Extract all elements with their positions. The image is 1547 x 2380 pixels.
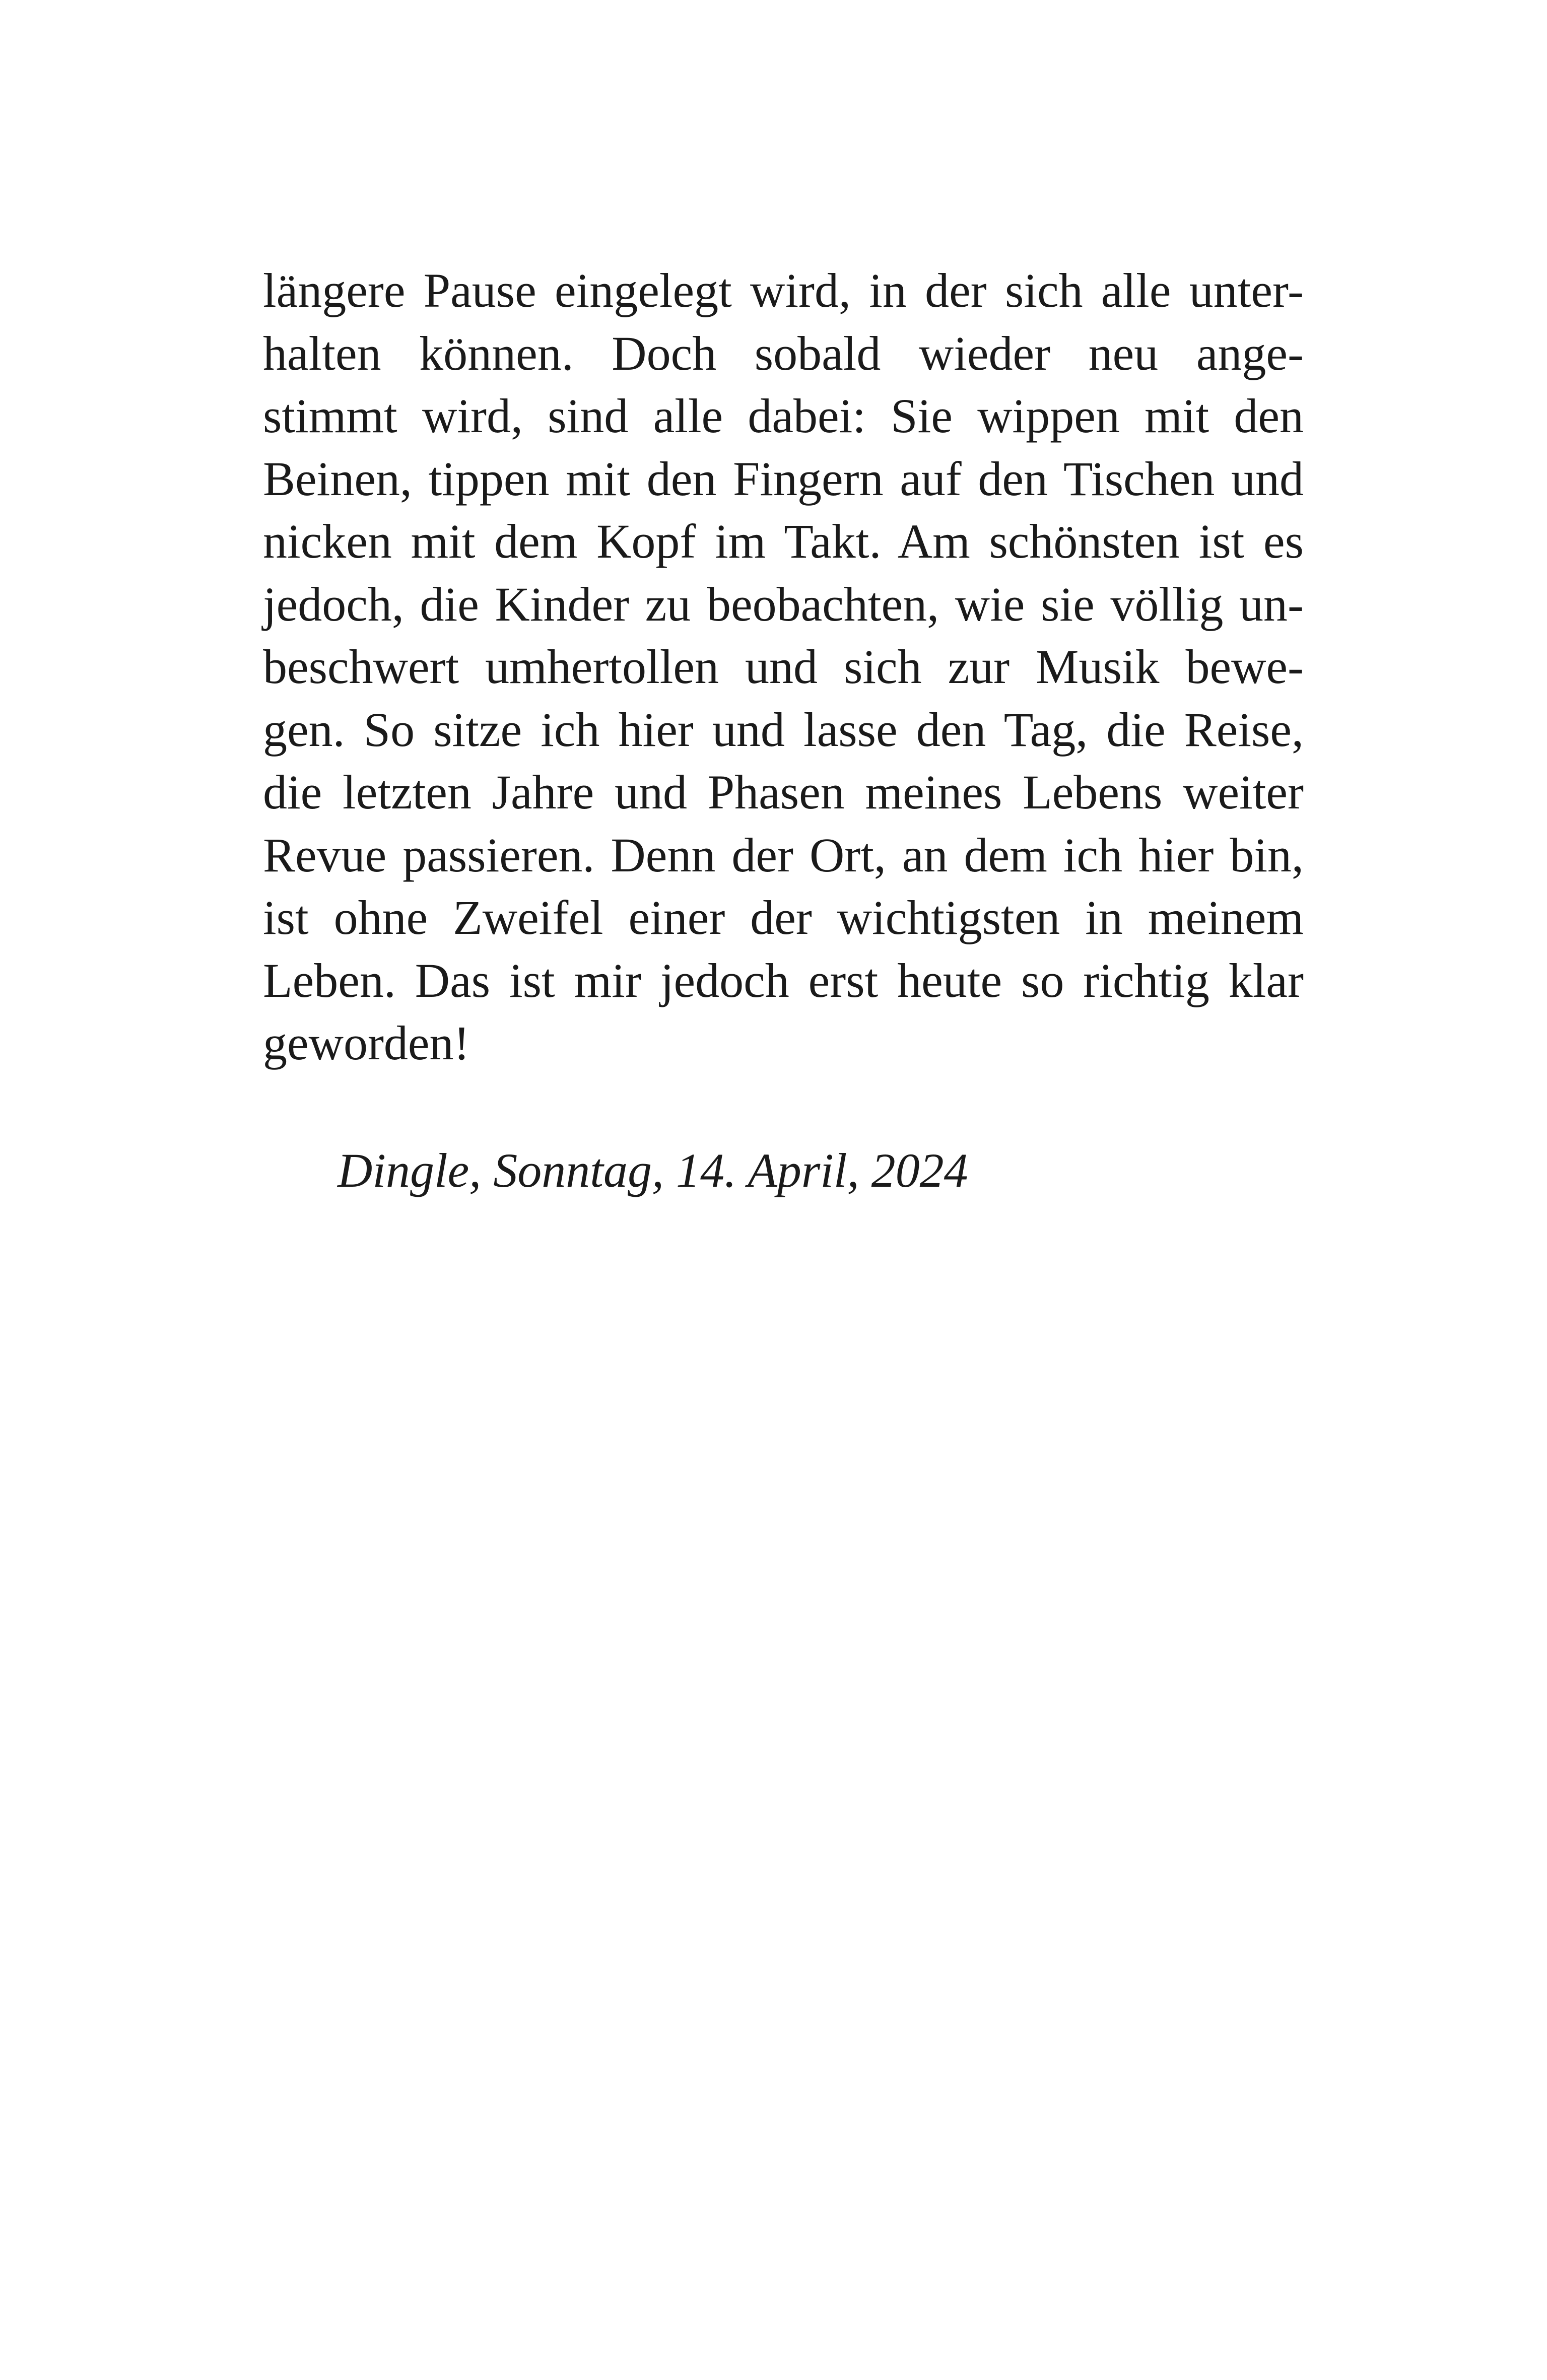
- text-line: ist ohne Zweifel einer der wichtigsten in meinem: [263, 891, 1304, 944]
- text-line: Revue passieren. Denn der Ort, an dem ich hier bin,: [263, 828, 1304, 882]
- text-line: Leben. Das ist mir jedoch erst heute so richtig klar: [263, 953, 1304, 1007]
- text-line: nicken mit dem Kopf im Takt. Am schönsten ist es: [263, 514, 1304, 568]
- dateline: Dingle, Sonntag, 14. April, 2024: [338, 1143, 968, 1197]
- text-line: jedoch, die Kinder zu beobachten, wie sie völlig un-: [263, 577, 1304, 631]
- text-line: gen. So sitze ich hier und lasse den Tag, die Reise,: [263, 702, 1304, 757]
- body-paragraph: [263, 259, 1304, 1075]
- text-line: halten können. Doch sobald wieder neu ange-: [263, 326, 1304, 380]
- text-line: stimmt wird, sind alle dabei: Sie wippen mit den: [263, 389, 1304, 443]
- text-line: längere Pause eingelegt wird, in der sich alle unter-: [263, 263, 1304, 317]
- text-line: geworden!: [263, 1016, 470, 1070]
- text-line: Beinen, tippen mit den Fingern auf den Tischen und: [263, 451, 1304, 506]
- text-line: beschwert umhertollen und sich zur Musik bewe-: [263, 640, 1304, 694]
- text-line: die letzten Jahre und Phasen meines Lebens weiter: [263, 765, 1304, 819]
